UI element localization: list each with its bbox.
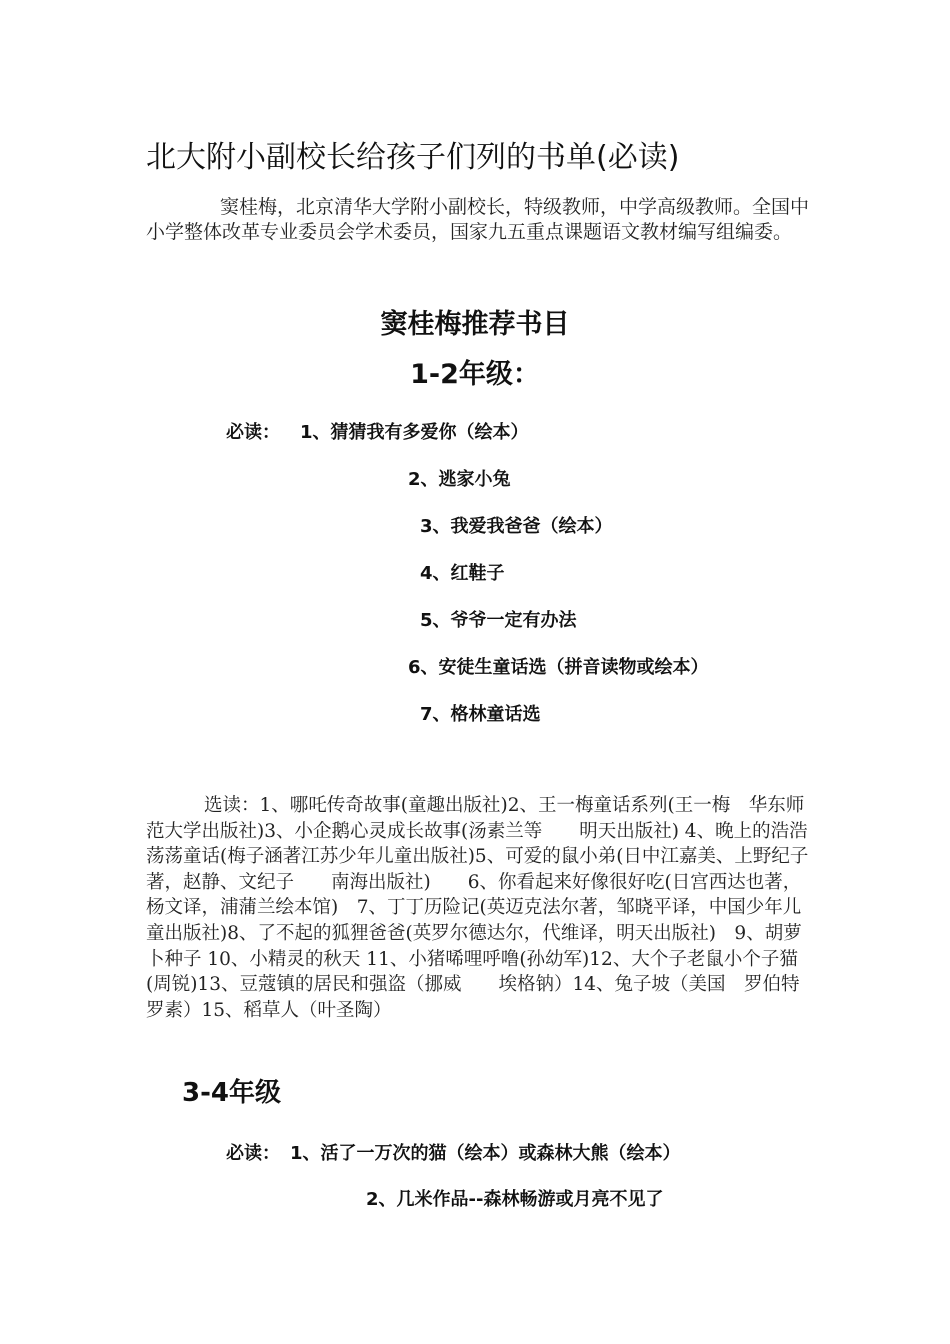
grade-1-2-required-label: 必读： [226,422,280,443]
grade-1-2-required-item-5: 5、爷爷一定有办法 [420,610,577,631]
intro-paragraph: 窦桂梅，北京清华大学附小副校长，特级教师，中学高级教师。全国中小学整体改革专业委员会学术委员，国家九五重点课题语文教材编写组编委。 [146,196,810,243]
grade-3-4-required-item-1: 1、活了一万次的猫（绘本）或森林大熊（绘本） [290,1143,681,1164]
grade-1-2-required-item-1: 1、猜猜我有多爱你（绘本） [300,422,529,443]
grade-1-2-required-item-2: 2、逃家小兔 [408,469,511,490]
grade-3-4-heading: 3-4年级 [182,1078,281,1108]
grade-3-4-required-label: 必读： [226,1143,280,1164]
grade-1-2-required-item-7: 7、格林童话选 [420,704,541,725]
recommend-heading: 窦桂梅推荐书目 [380,309,570,340]
grade-1-2-required-item-6: 6、安徒生童话选（拼音读物或绘本） [408,657,709,678]
grade-1-2-required-item-3: 3、我爱我爸爸（绘本） [420,516,613,537]
grade-3-4-required-item-2: 2、几米作品--森林畅游或月亮不见了 [366,1189,664,1210]
document-title: 北大附小副校长给孩子们列的书单(必读) [146,140,680,175]
grade-1-2-heading: 1-2年级： [410,359,540,390]
grade-1-2-optional-reading: 选读：1、哪吒传奇故事(童趣出版社)2、王一梅童话系列(王一梅 华东师范大学出版社)3、小企鹅心灵成长故事(汤素兰等 明天出版社) 4、晚上的浩浩荡荡童话(梅子涵著江苏少年儿童出版社)5、可爱的鼠小弟(日中江嘉美、上野纪子著，赵静、文纪子 南海出版社) 6、你看起来好像很好吃(日宫西达也著，杨文译，浦蒲兰绘本馆) 7、丁丁历险记(英迈克法尔著，邹晓平译，中国少年儿童出版社)8、了不起的狐狸爸爸(英罗尔德达尔，代维译，明天出版社) 9、胡萝卜种子 10、小精灵的秋天 11、小猪唏哩呼噜(孙幼军)12、大个子老鼠小个子猫(周锐)13、豆蔻镇的居民和强盗（挪威 埃格钠）14、兔子坡（美国 罗伯特罗素）15、稻草人（叶圣陶） [146,795,809,1021]
grade-1-2-required-item-4: 4、红鞋子 [420,563,505,584]
